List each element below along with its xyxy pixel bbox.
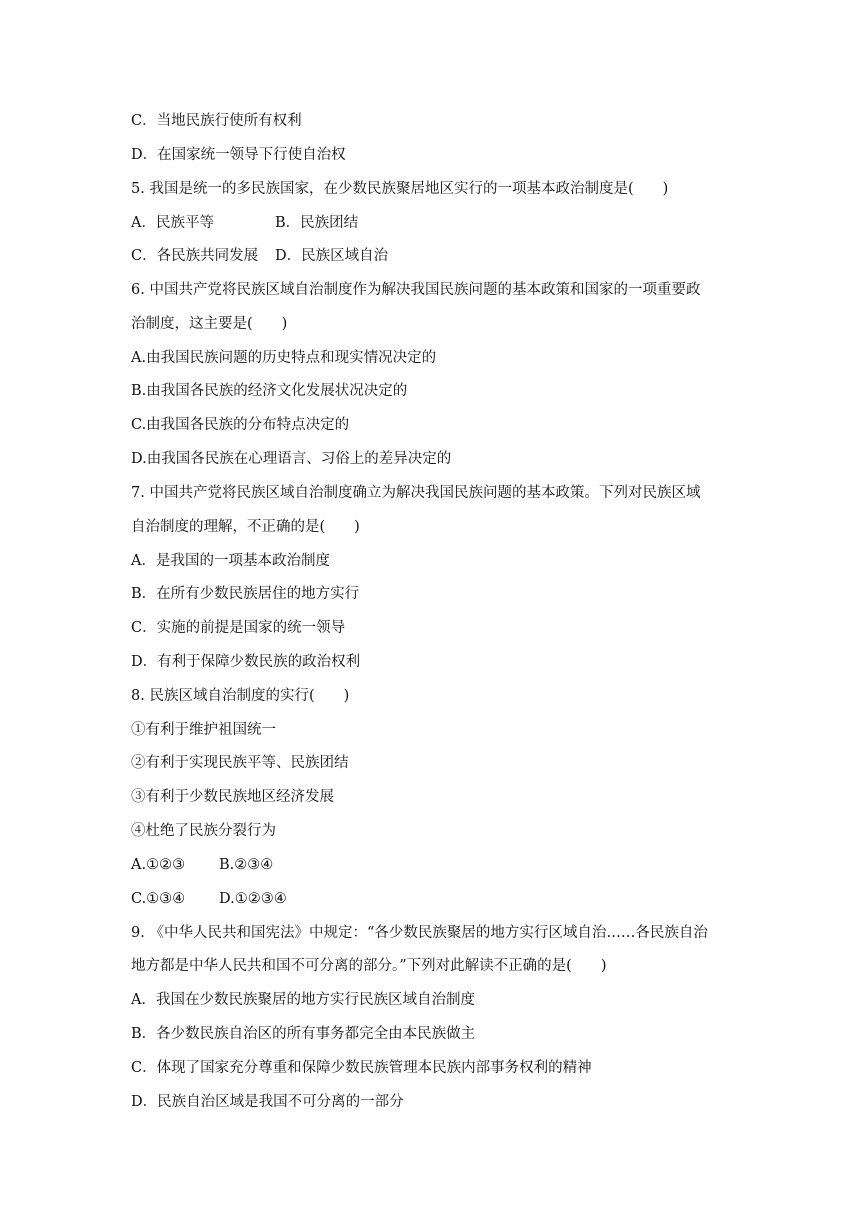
question-6-stem-cont: 治制度，这主要是( ) [131, 316, 288, 332]
question-9-stem: 9. 《中华人民共和国宪法》中规定：“各少数民族聚居的地方实行区域自治……各民族自治 [131, 925, 708, 941]
question-7-stem-cont: 自治制度的理解，不正确的是( ) [131, 519, 360, 535]
option-row [131, 213, 358, 233]
option-c: C．各民族共同发展 [131, 248, 259, 264]
question-9-stem-cont: 地方都是中华人民共和国不可分离的部分。”下列对此解读不正确的是( ) [131, 958, 607, 974]
statement-line: ②有利于实现民族平等、民族团结 [131, 755, 349, 771]
option-line: C．当地民族行使所有权利 [131, 113, 302, 129]
option-a: A．民族平等 [131, 215, 214, 231]
option-line: A．我国在少数民族聚居的地方实行民族区域自治制度 [131, 992, 475, 1008]
option-line: C．体现了国家充分尊重和保障少数民族管理本民族内部事务权利的精神 [131, 1060, 592, 1076]
option-row [131, 855, 273, 875]
question-8-stem: 8. 民族区域自治制度的实行( ) [131, 688, 350, 704]
option-line: D．在国家统一领导下行使自治权 [131, 147, 346, 163]
option-line: D.由我国各民族在心理语言、习俗上的差异决定的 [131, 451, 452, 467]
option-line: C.由我国各民族的分布特点决定的 [131, 417, 350, 433]
statement-line: ①有利于维护祖国统一 [131, 722, 276, 738]
option-line: D．有利于保障少数民族的政治权利 [131, 654, 361, 670]
option-c: C.①③④ [131, 891, 186, 907]
option-line: A．是我国的一项基本政治制度 [131, 553, 330, 569]
question-5-stem: 5. 我国是统一的多民族国家，在少数民族聚居地区实行的一项基本政治制度是( ) [131, 181, 669, 197]
option-b: B.②③④ [219, 857, 274, 873]
option-line: B.由我国各民族的经济文化发展状况决定的 [131, 383, 408, 399]
option-line: C．实施的前提是国家的统一领导 [131, 620, 346, 636]
statement-line: ③有利于少数民族地区经济发展 [131, 789, 334, 805]
question-6-stem: 6. 中国共产党将民族区域自治制度作为解决我国民族问题的基本政策和国家的一项重要政 [131, 282, 701, 298]
option-b: B．民族团结 [275, 215, 359, 231]
option-line: B．在所有少数民族居住的地方实行 [131, 586, 360, 602]
option-d: D.①②③④ [219, 891, 287, 907]
option-line: B．各少数民族自治区的所有事务都完全由本民族做主 [131, 1026, 476, 1042]
question-7-stem: 7. 中国共产党将民族区域自治制度确立为解决我国民族问题的基本政策。下列对民族区域 [131, 485, 701, 501]
option-a: A.①②③ [131, 857, 186, 873]
option-row [131, 889, 287, 909]
option-line: A.由我国民族问题的历史特点和现实情况决定的 [131, 350, 437, 366]
option-d: D．民族区域自治 [275, 248, 389, 264]
option-row [131, 246, 388, 266]
option-line: D．民族自治区域是我国不可分离的一部分 [131, 1094, 404, 1110]
statement-line: ④杜绝了民族分裂行为 [131, 823, 276, 839]
